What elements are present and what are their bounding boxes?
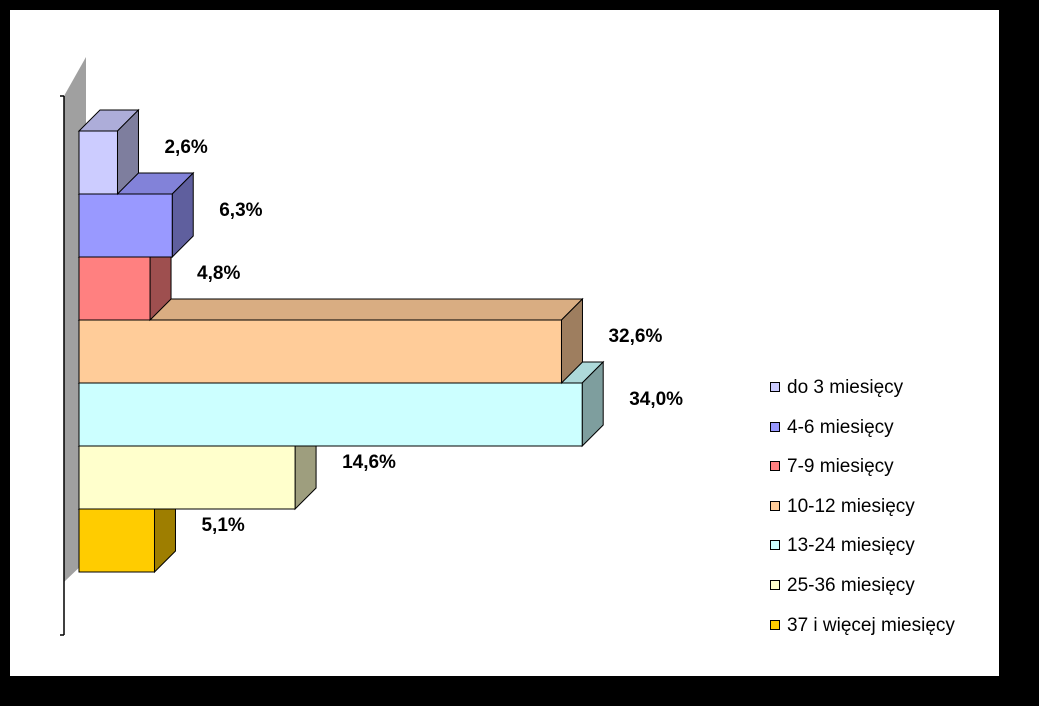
legend-swatch [770, 501, 780, 511]
data-label-2: 4,8% [197, 263, 241, 284]
data-label-6: 5,1% [201, 515, 245, 536]
legend-label: do 3 miesięcy [787, 377, 904, 398]
legend-label: 7-9 miesięcy [787, 456, 894, 478]
legend-swatch [770, 620, 780, 630]
legend-label: 25-36 miesięcy [787, 574, 915, 596]
bar-0 [79, 131, 117, 194]
bar-1 [79, 194, 172, 257]
data-label-1: 6,3% [219, 200, 263, 221]
legend-label: 10-12 miesięcy [787, 495, 915, 517]
bar-2 [79, 257, 150, 320]
legend-swatch [770, 580, 780, 590]
legend-swatch [770, 540, 780, 550]
legend-swatch [770, 461, 780, 471]
data-label-0: 2,6% [164, 137, 208, 158]
legend-label: 4-6 miesięcy [787, 416, 894, 438]
legend-label: 13-24 miesięcy [787, 535, 915, 557]
data-label-4: 34,0% [629, 389, 684, 410]
legend-label: 37 i więcej miesięcy [787, 614, 955, 636]
bar-3 [79, 320, 561, 383]
legend-swatch [770, 422, 780, 432]
legend-swatch [770, 382, 780, 392]
bar-4 [79, 383, 582, 446]
data-label-5: 14,6% [342, 452, 396, 473]
bar-6 [79, 509, 154, 572]
bar-5 [79, 446, 295, 509]
data-label-3: 32,6% [608, 326, 663, 347]
chart-frame [10, 10, 999, 676]
